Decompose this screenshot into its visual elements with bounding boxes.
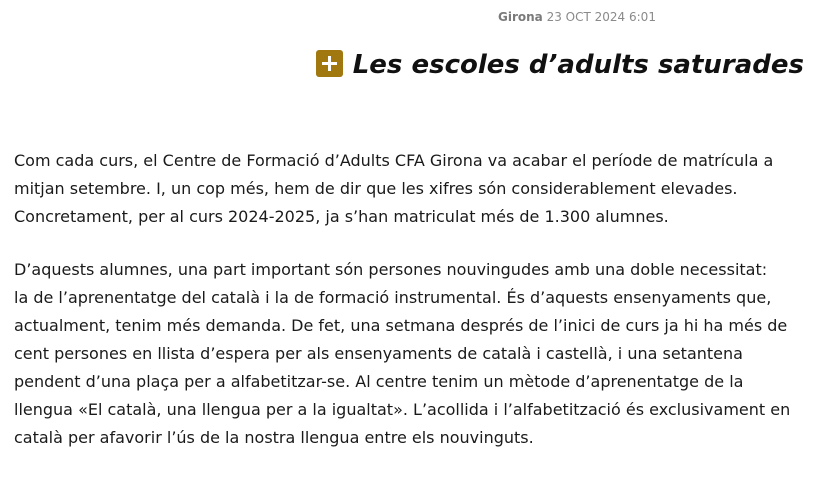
plus-icon[interactable] — [316, 50, 343, 77]
paragraph — [14, 147, 804, 231]
paragraph-line: mitjan setembre. I, un cop més, hem de dir que les xifres són considerablement elevades. — [14, 179, 738, 198]
article-meta — [498, 10, 656, 24]
paragraph-line: català per afavorir l’ús de la nostra llengua entre els nouvinguts. — [14, 428, 534, 447]
paragraph-line: pendent d’una plaça per a alfabetitzar-se. Al centre tenim un mètode d’aprenentatge de la — [14, 372, 744, 391]
article-location: Girona — [498, 10, 543, 24]
paragraph-line: la de l’aprenentatge del català i la de formació instrumental. És d’aquests ensenyaments que, — [14, 288, 772, 307]
paragraph-line: Com cada curs, el Centre de Formació d’Adults CFA Girona va acabar el període de matrícula a — [14, 151, 774, 170]
article-title: Les escoles d’adults saturades — [352, 50, 804, 80]
paragraph — [14, 256, 804, 452]
paragraph-line: actualment, tenim més demanda. De fet, una setmana després de l’inici de curs ja hi ha més de — [14, 316, 788, 335]
paragraph-line: llengua «El català, una llengua per a la igualtat». L’acollida i l’alfabetització és exclusivament en — [14, 400, 791, 419]
article-headline — [316, 50, 804, 80]
paragraph-line: cent persones en llista d’espera per als ensenyaments de català i castellà, i una setantena — [14, 344, 743, 363]
paragraph-line: Concretament, per al curs 2024-2025, ja s’han matriculat més de 1.300 alumnes. — [14, 207, 669, 226]
article-body — [14, 147, 804, 477]
paragraph-line: D’aquests alumnes, una part important són persones nouvingudes amb una doble necessitat: — [14, 260, 768, 279]
article-date: 23 OCT 2024 6:01 — [546, 10, 656, 24]
